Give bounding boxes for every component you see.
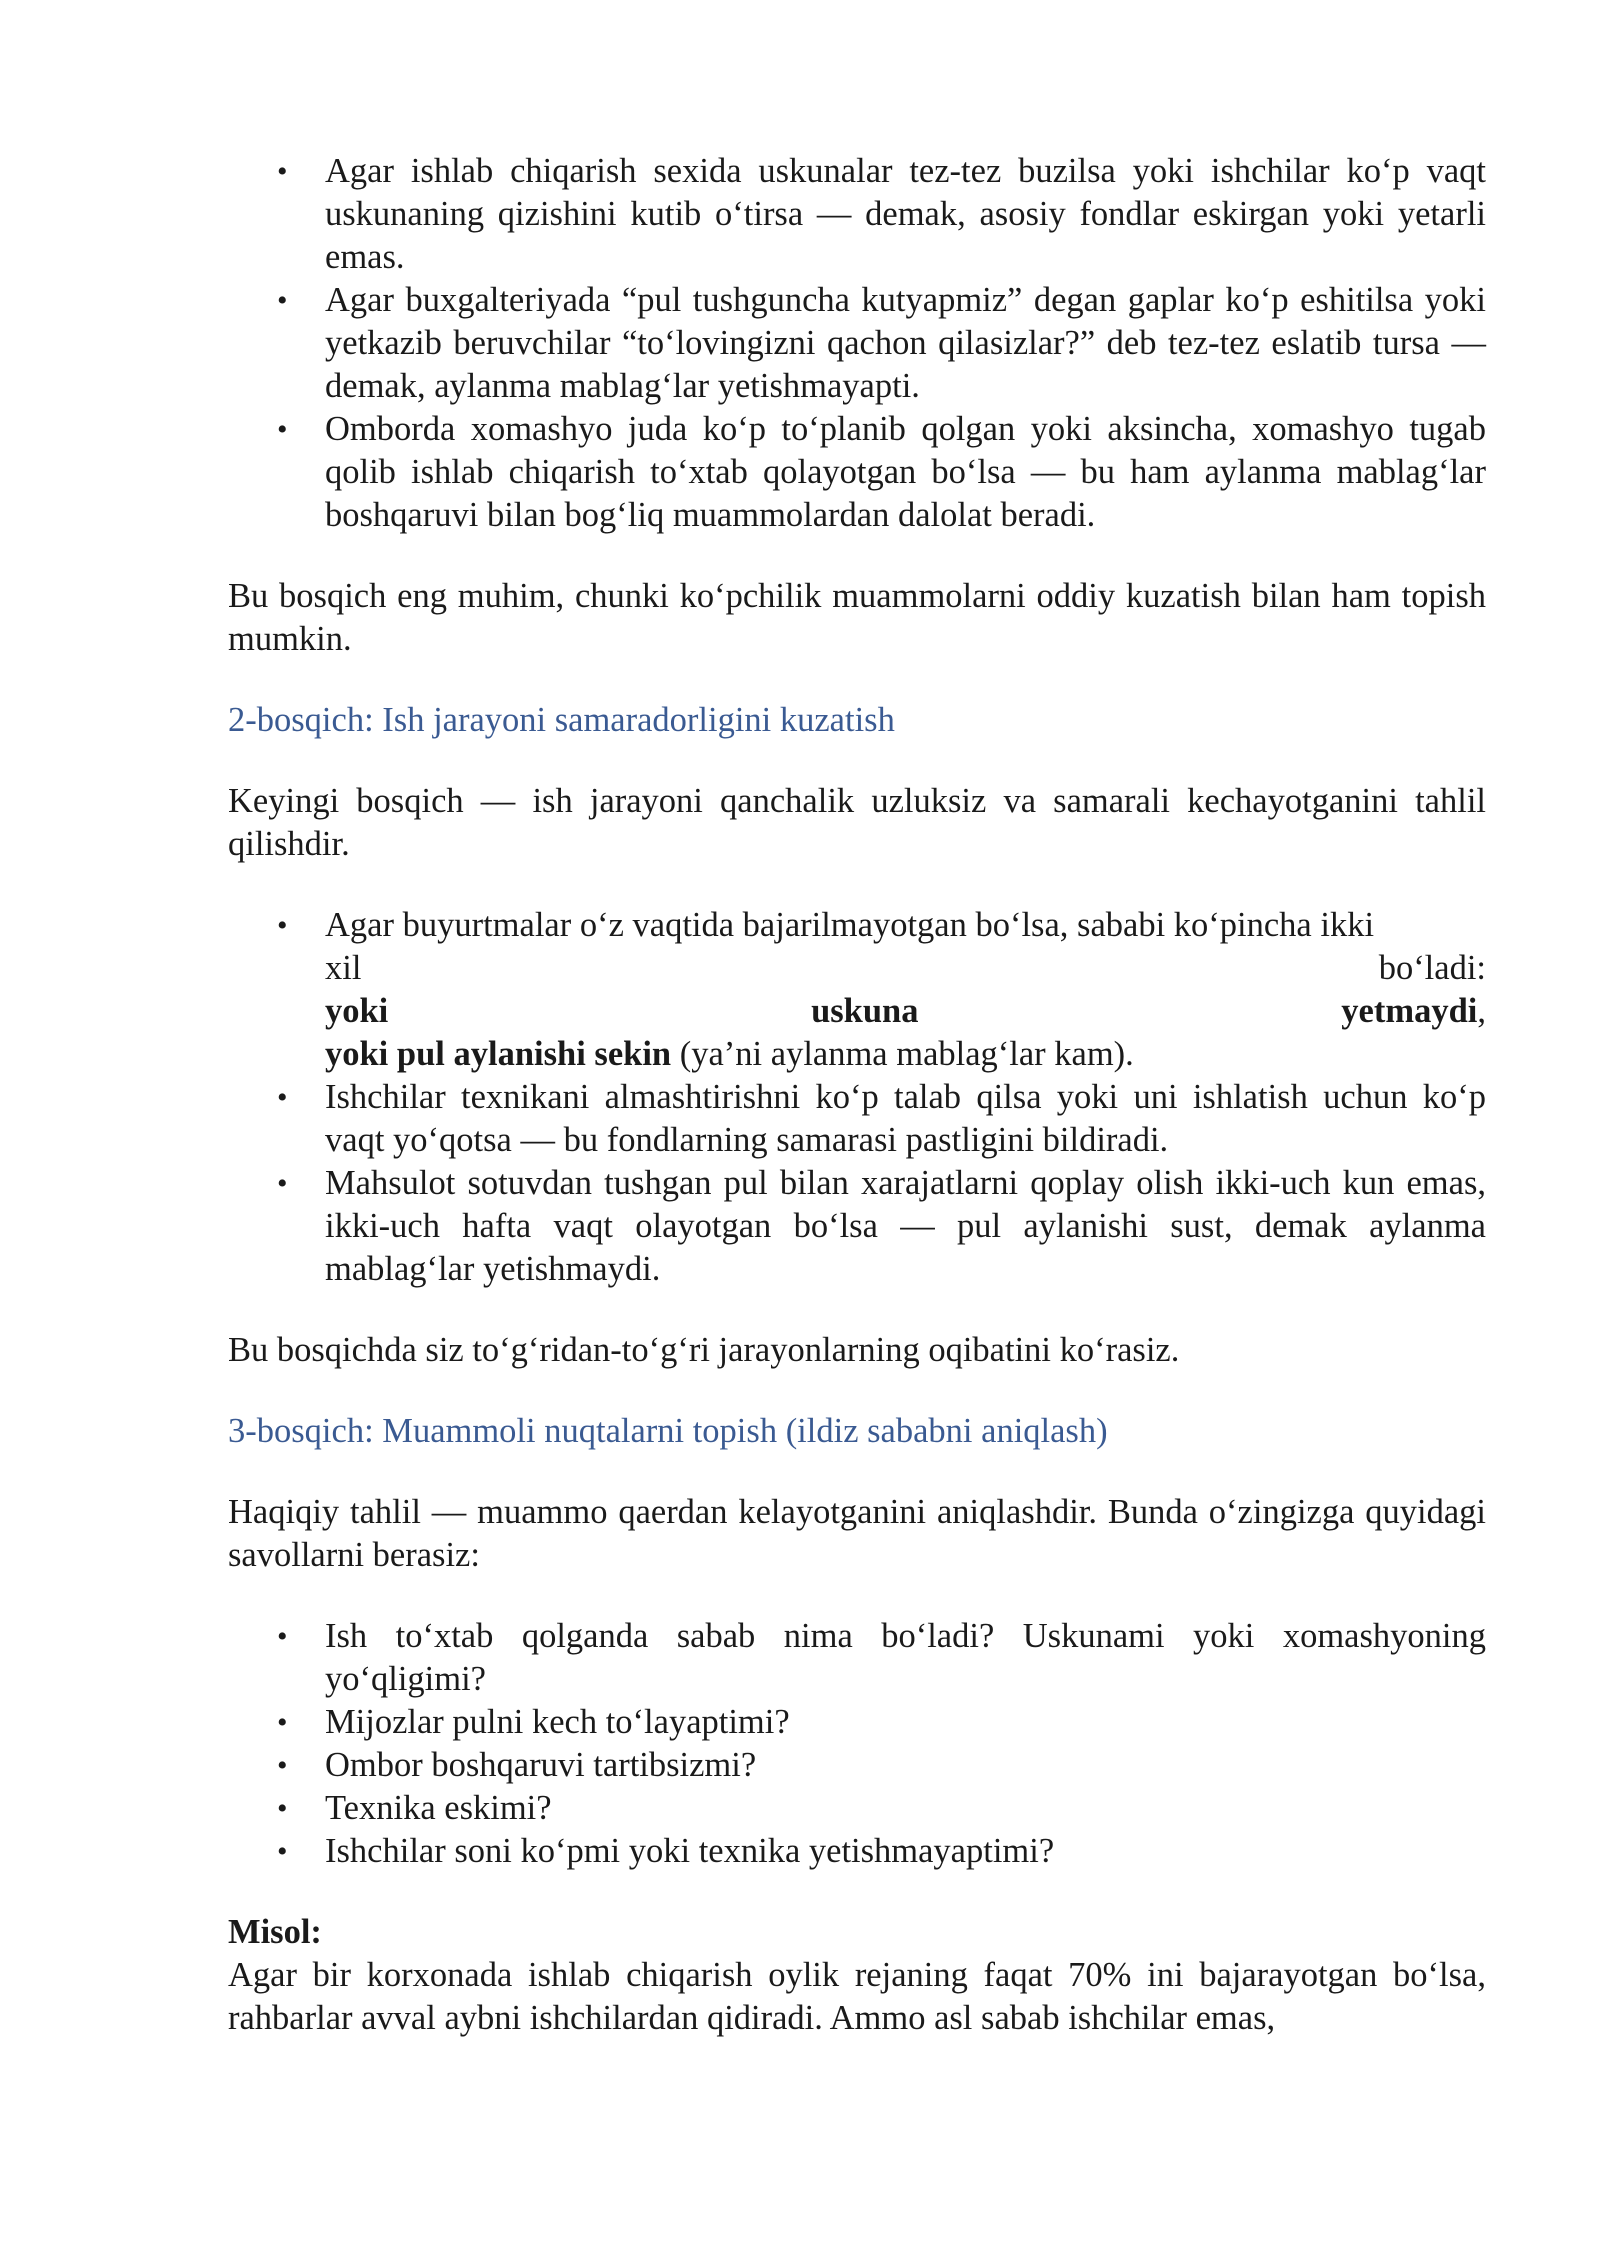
section1-closing-paragraph: Bu bosqich eng muhim, chunki ko‘pchilik muammolarni oddiy kuzatish bilan ham topish mumkin. [228,577,1486,658]
section1-bullet-list [228,150,1486,537]
list-item [228,1744,1486,1787]
list-item [228,408,1486,537]
bullet-icon: • [277,1835,288,1868]
bullet-icon: • [277,1706,288,1739]
bullet-icon: • [277,909,288,942]
bullet-icon: • [277,1792,288,1825]
section3-intro-paragraph: Haqiqiy tahlil — muammo qaerdan kelayotganini aniqlashdir. Bunda o‘zingizga quyidagi savollarni berasiz: [228,1493,1486,1574]
list-item-text: Ombor boshqaruvi tartibsizmi? [325,1746,757,1784]
bullet-icon: • [277,1749,288,1782]
list-item-text-line [325,990,1486,1033]
section2-closing-paragraph: Bu bosqichda siz to‘g‘ridan-to‘g‘ri jarayonlarning oqibatini ko‘rasiz. [228,1331,1180,1369]
bold-phrase: yoki pul aylanishi sekin [325,1035,672,1073]
list-item-text: Agar buxgalteriyada “pul tushguncha kutyapmiz” degan gaplar ko‘p eshitilsa yoki yetkazib beruvchilar “to‘lovingizni qachon qilasizlar?” deb tez-tez eslatib tursa — demak, aylanma mablag‘lar yetishmayapti. [325,281,1486,405]
list-item-text-line [325,1033,1486,1076]
list-item-text-line: Agar buyurtmalar o‘z vaqtida bajarilmayotgan bo‘lsa, sababi ko‘pincha ikki [325,906,1375,944]
bullet-icon: • [277,284,288,317]
bold-word: uskuna [811,992,919,1030]
list-item [228,150,1486,279]
section3-heading: 3-bosqich: Muammoli nuqtalarni topish (ildiz sababni aniqlash) [228,1412,1108,1450]
bullet-icon: • [277,413,288,446]
bullet-icon: • [277,1620,288,1653]
list-item-text: Agar ishlab chiqarish sexida uskunalar tez-tez buzilsa yoki ishchilar ko‘p vaqt uskunaning qizishini kutib o‘tirsa — demak, asosiy fondlar eskirgan yoki yetarli emas. [325,152,1486,276]
list-item [228,1787,1486,1830]
list-item-text: Omborda xomashyo juda ko‘p to‘planib qolgan yoki aksincha, xomashyo tugab qolib ishlab chiqarish to‘xtab qolayotgan bo‘lsa — bu ham aylanma mablag‘lar boshqaruvi bilan bog‘liq muammolardan dalolat beradi. [325,410,1486,534]
list-item [228,1076,1486,1162]
bullet-icon: • [277,1081,288,1114]
list-item-text: Mijozlar pulni kech to‘layaptimi? [325,1703,790,1741]
punctuation: , [1477,992,1486,1030]
list-item-text: Texnika eskimi? [325,1789,552,1827]
bold-word: yetmaydi [1341,992,1478,1030]
bullet-icon: • [277,155,288,188]
list-item-text: Ishchilar texnikani almashtirishni ko‘p talab qilsa yoki uni ishlatish uchun ko‘p vaqt yo‘qotsa — bu fondlarning samarasi pastligini bildiradi. [325,1078,1486,1159]
section2-bullet-list [228,904,1486,1291]
example-label [228,1911,1486,1954]
document-page [228,150,1486,2040]
list-item-text: Mahsulot sotuvdan tushgan pul bilan xarajatlarni qoplay olish ikki-uch kun emas, ikki-uch hafta vaqt olayotgan bo‘lsa — pul aylanishi sust, demak aylanma mablag‘lar yetishmaydi. [325,1164,1486,1288]
example-paragraph: Agar bir korxonada ishlab chiqarish oylik rejaning faqat 70% ini bajarayotgan bo‘lsa, rahbarlar avval aybni ishchilardan qidiradi. Ammo asl sabab ishchilar emas, [228,1956,1486,2037]
list-item [228,1830,1486,1873]
list-item [228,1162,1486,1291]
word: bo‘ladi: [1378,949,1486,987]
bullet-icon: • [277,1167,288,1200]
section2-heading: 2-bosqich: Ish jarayoni samaradorligini kuzatish [228,701,895,739]
section3-bullet-list [228,1615,1486,1873]
list-item [228,279,1486,408]
list-item-text-line [325,947,1486,990]
list-item-text: Ish to‘xtab qolganda sabab nima bo‘ladi? Uskunami yoki xomashyoning yo‘qligimi? [325,1617,1486,1698]
list-item [228,1701,1486,1744]
list-item-text: Ishchilar soni ko‘pmi yoki texnika yetishmayaptimi? [325,1832,1055,1870]
list-item [228,1615,1486,1701]
word-group [1341,990,1486,1033]
list-item [228,904,1486,1076]
example-label-text: Misol: [228,1913,322,1951]
plain-phrase: (ya’ni aylanma mablag‘lar kam). [671,1035,1134,1073]
word: xil [325,949,362,987]
section2-intro-paragraph: Keyingi bosqich — ish jarayoni qanchalik uzluksiz va samarali kechayotganini tahlil qilishdir. [228,782,1486,863]
bold-word: yoki [325,992,389,1030]
